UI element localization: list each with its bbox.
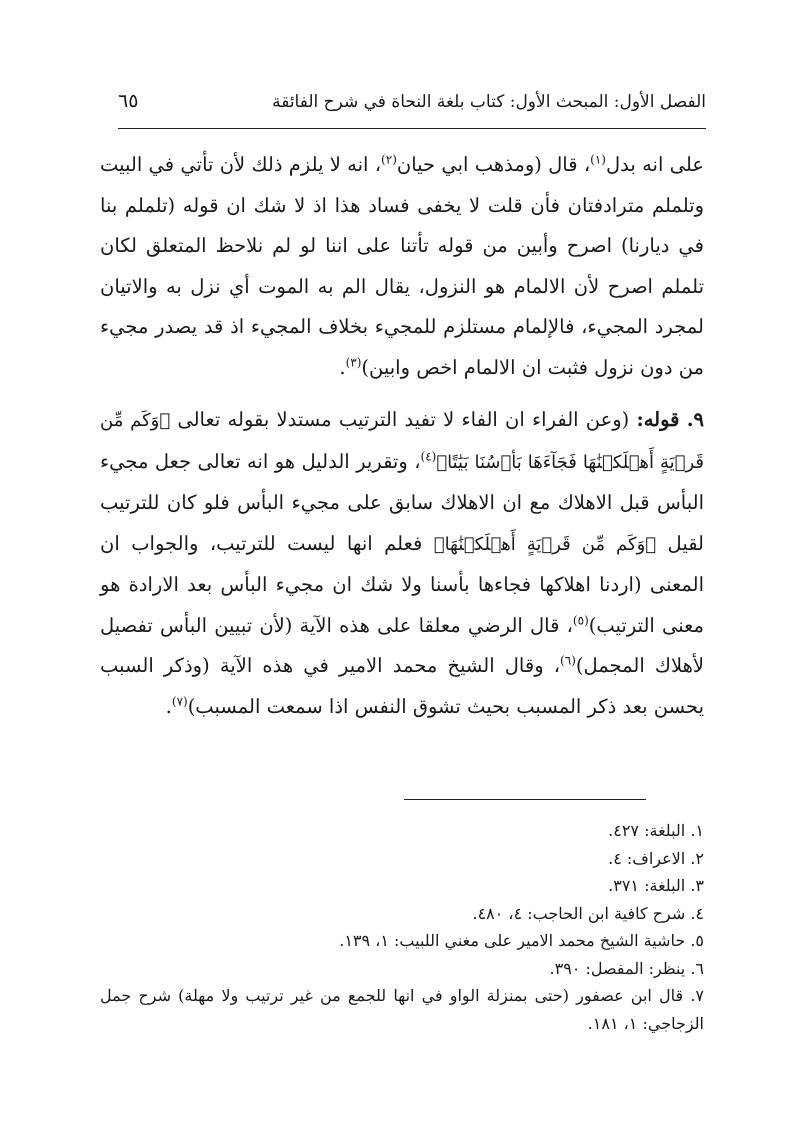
footnote-ref-1: (١) <box>590 152 606 167</box>
footnote-6: ٦. ينظر: المفصل: ٣٩٠. <box>549 958 704 978</box>
quran-verse-2: ﴿وَكَم مِّن قَرۡيَةٍ أَهۡلَكۡنَٰهَا﴾ <box>433 533 657 555</box>
text-run: على انه بدل <box>605 153 704 176</box>
text-run: ، قال (ومذهب ابي حيان <box>396 153 591 176</box>
footnotes-list <box>100 817 704 1037</box>
header-rule <box>118 128 706 129</box>
footnote-ref-4: (٤) <box>420 449 437 463</box>
footnote-ref-5: (٥) <box>572 613 589 627</box>
text-run: فعلم انها ليست للترتيب، والجواب ان المعنى (اردنا اهلاكها فجاءها بأسنا ولا شك ان مجيء البأس بعد الارادة هو معنى الترتيب) <box>100 531 704 637</box>
text-run: ، انه لا يلزم ذلك لأن تأتي في البيت وتلملم مترادفتان فأن قلت لا يخفى فساد هذا اذ لا شك ان قوله (تلملم بنا في ديارنا) اصرح وأبين من قوله تأتنا على اننا لو لم نلاحظ المتعلق لكان تلملم اصرح لأن الالمام هو النزول، يقال الم به الموت أي نزل به والاتيان لمجرد المجيء، فالإلمام مستلزم للمجيء بخلاف المجيء اذ قد يصدر مجيء من دون نزول فثبت ان الالمام اخص وابين) <box>100 153 704 379</box>
text-run: ، قال الرضي معلقا على هذه الآية (لأن تبيين البأس تفصيل لأهلاك المجمل) <box>100 613 704 677</box>
text-run: ، وتقرير الدليل هو انه تعالى جعل مجيء البأس قبل الاهلاك مع ان الاهلاك سابق على مجيء البأس فلو كان للترتيب لقيل <box>100 449 705 555</box>
footnote-separator <box>404 799 646 800</box>
paragraph-1 <box>100 145 704 388</box>
header-title: الفصل الأول: المبحث الأول: كتاب بلغة النحاة في شرح الفائقة <box>272 92 706 112</box>
footnote-ref-7: (٧) <box>171 694 188 708</box>
text-run: (وعن الفراء ان الفاء لا تفيد الترتيب مستدلا بقوله تعالى <box>170 408 637 431</box>
footnote-2: ٢. الاعراف: ٤. <box>608 848 704 868</box>
item-label: قوله: <box>636 408 680 431</box>
running-header <box>118 86 706 124</box>
item-number: ٩. <box>686 408 705 431</box>
footnote-3: ٣. البلغة: ٣٧١. <box>608 876 704 895</box>
page-number: ٦٥ <box>118 90 139 112</box>
text-run: . <box>339 355 346 379</box>
footnote-4: ٤. شرح كافية ابن الحاجب: ٤، ٤٨٠. <box>472 903 704 923</box>
paragraph-2 <box>100 400 704 727</box>
footnote-7: ٧. قال ابن عصفور (حتى بمنزلة الواو في انها للجمع من غير ترتيب ولا مهلة) شرح جمل الزجاجي: ١، ١٨١. <box>100 986 704 1033</box>
footnote-ref-2: (٢) <box>381 152 397 167</box>
main-text <box>100 145 704 727</box>
quran-verse-1: ﴿وَكَم مِّن قَرۡيَةٍ أَهۡلَكۡنَٰهَا فَجَآءَهَا بَأۡسُنَا بَيَٰتًا﴾ <box>100 410 704 473</box>
footnote-ref-3: (٣) <box>345 355 362 369</box>
footnote-ref-6: (٦) <box>560 653 576 668</box>
footnote-5: ٥. حاشية الشيخ محمد الامير على مغني اللبيب: ١، ١٣٩. <box>339 931 704 950</box>
text-run: ، وقال الشيخ محمد الامير في هذه الآية (وذكر السبب يحسن بعد ذكر المسبب بحيث تشوق النفس اذا سمعت المسبب) <box>100 654 704 718</box>
footnote-1: ١. البلغة: ٤٢٧. <box>608 821 704 840</box>
text-run: . <box>165 694 172 718</box>
